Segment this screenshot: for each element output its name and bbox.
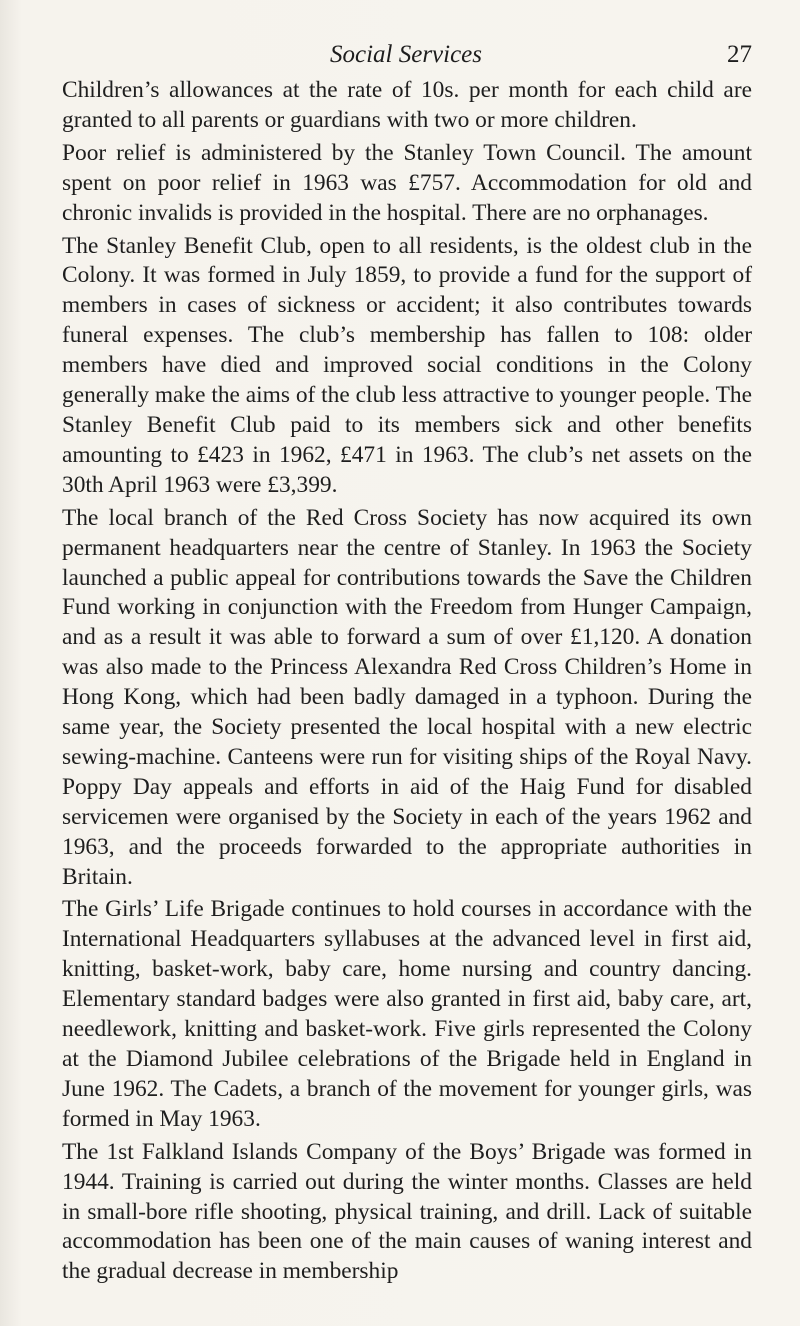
paragraph-stanley-benefit-club: The Stanley Benefit Club, open to all residents, is the oldest club in the Colony. It was formed in July 1859, to provide a fund for the support of members in cases of sickness or accident; it also contributes towards funeral expenses. The club’s membership has fallen to 108: older members have died and improved social conditions in the Colony generally make the aims of the club less attractive to younger people. The Stanley Benefit Club paid to its members sick and other benefits amounting to £423 in 1962, £471 in 1963. The club’s net assets on the 30th April 1963 were £3,399.: [62, 232, 753, 498]
paragraph-girls-life-brigade: The Girls’ Life Brigade continues to hold courses in accordance with the International Headquarters syllabuses at the advanced level in first aid, knitting, basket-work, baby care, home nursing and country dancing. Elementary standard badges were also granted in first aid, baby care, art, needlework, knitting and basket-work. Five girls represented the Colony at the Diamond Jubilee celebrations of the Brigade held in England in June 1962. The Cadets, a branch of the movement for younger girls, was formed in May 1963.: [62, 896, 752, 1132]
running-header: [60, 38, 752, 72]
paragraph-childrens-allowances: Children’s allowances at the rate of 10s. per month for each child are granted to all parents or guardians with two or more children.: [62, 77, 752, 133]
running-title: Social Services: [329, 41, 483, 68]
paragraph-poor-relief: Poor relief is administered by the Stanley Town Council. The amount spent on poor relief in 1963 was £757. Accommodation for old and chronic invalids is provided in the hospital. There are no orphanages.: [62, 139, 752, 226]
page-number: 27: [727, 41, 752, 68]
paragraph-boys-brigade: The 1st Falkland Islands Company of the Boys’ Brigade was formed in 1944. Training is carried out during the winter months. Classes are held in small-bore rifle shooting, physical training, and drill. Lack of suitable accommodation has been one of the main causes of waning interest and the gradual decrease in membership: [62, 1138, 752, 1285]
paragraph-red-cross: The local branch of the Red Cross Society has now acquired its own permanent headquarters near the centre of Stanley. In 1963 the Society launched a public appeal for contributions towards the Save the Children Fund working in conjunction with the Freedom from Hunger Campaign, and as a result it was able to forward a sum of over £1,120. A donation was also made to the Princess Alexandra Red Cross Children’s Home in Hong Kong, which had been badly damaged in a typhoon. During the same year, the Society presented the local hospital with a new electric sewing-machine. Canteens were run for visiting ships of the Royal Navy. Poppy Day appeals and efforts in aid of the Haig Fund for disabled servicemen were organised by the Society in each of the years 1962 and 1963, and the proceeds forwarded to the appropriate authorities in Britain.: [62, 504, 752, 890]
body-text: [62, 76, 752, 1290]
